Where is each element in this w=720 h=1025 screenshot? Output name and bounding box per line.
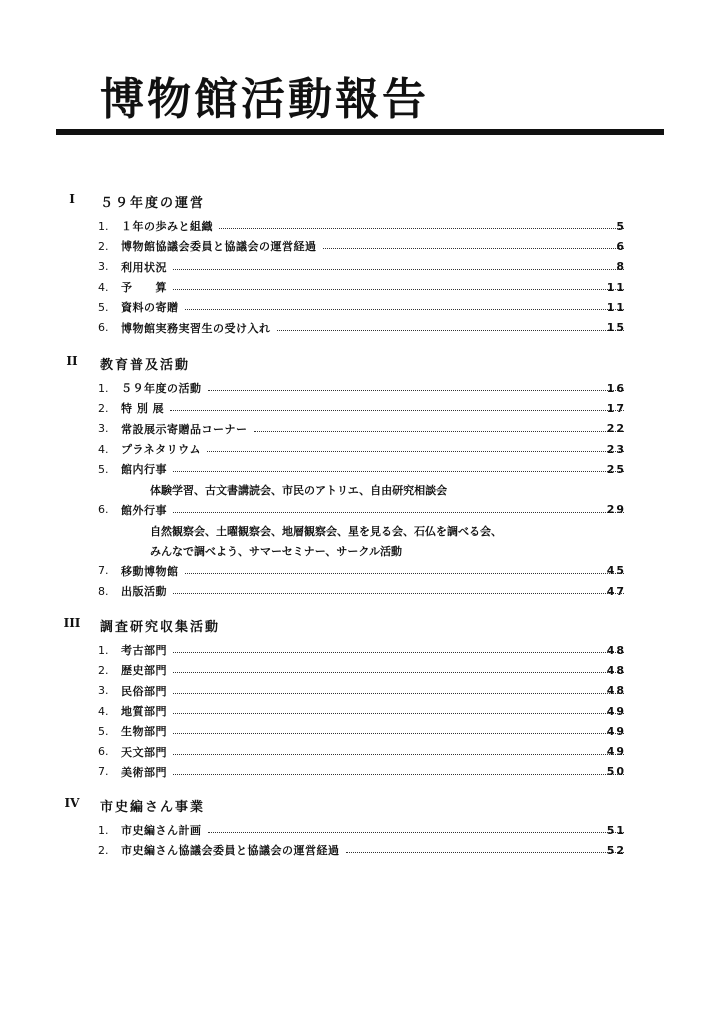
entry-page-number: 11 (606, 280, 626, 294)
section-heading (0, 612, 720, 640)
entry-body (121, 723, 624, 739)
entry-title: 市史編さん協議会委員と協議会の運営経過 (121, 844, 340, 858)
entry-page-number: 49 (606, 704, 626, 718)
leader-dots (277, 329, 625, 331)
entry-number: 3. (98, 422, 109, 436)
leader-dots (173, 753, 624, 755)
leader-dots (185, 308, 625, 310)
toc-entry (0, 721, 720, 741)
leader-dots (323, 247, 625, 249)
entry-number: 7. (98, 765, 109, 779)
entry-number: 7. (98, 564, 109, 578)
entry-subtopics (0, 520, 720, 540)
section-title: 市史編さん事業 (100, 800, 206, 815)
leader-dots (207, 450, 624, 452)
entry-title: 天文部門 (121, 745, 167, 759)
entry-body (121, 259, 624, 275)
entry-body (121, 218, 624, 234)
entry-subtopics (0, 479, 720, 499)
entry-body (121, 764, 624, 780)
entry-page-number: 45 (606, 564, 626, 578)
entry-title: プラネタリウム (121, 443, 202, 457)
section-number: IV (64, 796, 80, 810)
entry-page-number: 51 (606, 823, 626, 837)
entry-page-number: 48 (606, 663, 626, 677)
entry-body (121, 703, 624, 719)
entry-page-number: 25 (606, 462, 626, 476)
entry-number: 4. (98, 442, 109, 456)
entry-body (121, 642, 624, 658)
entry-body (121, 441, 624, 457)
entry-number: 2. (98, 239, 109, 253)
entry-body (121, 299, 624, 315)
leader-dots (173, 592, 624, 594)
entry-title: 博物館実務実習生の受け入れ (121, 321, 271, 335)
leader-dots (173, 773, 624, 775)
leader-dots (173, 732, 624, 734)
entry-page-number: 8 (616, 260, 626, 274)
entry-title: 美術部門 (121, 765, 167, 779)
entry-body (121, 421, 624, 437)
section-title: ５９年度の運営 (100, 196, 206, 211)
entry-title: 資料の寄贈 (121, 301, 179, 315)
entry-number: 3. (98, 684, 109, 698)
entry-number: 5. (98, 300, 109, 314)
leader-dots (173, 651, 624, 653)
toc-entry (0, 701, 720, 721)
section-heading (0, 350, 720, 378)
page-title: 博物館活動報告 (100, 74, 429, 125)
entry-body (121, 583, 624, 599)
toc-section (0, 612, 720, 782)
entry-title: 利用状況 (121, 260, 167, 274)
toc-section (0, 792, 720, 861)
entry-title: 出版活動 (121, 585, 167, 599)
section-title: 調査研究収集活動 (100, 620, 221, 635)
entry-page-number: 50 (606, 765, 626, 779)
leader-dots (173, 692, 624, 694)
entry-number: 6. (98, 745, 109, 759)
entry-body (121, 662, 624, 678)
toc-entry (0, 398, 720, 418)
entry-number: 2. (98, 843, 109, 857)
entry-body (121, 279, 624, 295)
leader-dots (185, 572, 625, 574)
section-number: III (63, 616, 81, 630)
entry-title: 館内行事 (121, 463, 167, 477)
toc-entry (0, 236, 720, 256)
toc-entry (0, 277, 720, 297)
entry-title: 市史編さん計画 (121, 824, 202, 838)
leader-dots (173, 671, 624, 673)
toc-entry (0, 762, 720, 782)
subtopic-text: みんなで調べよう、サマーセミナー、サークル活動 (150, 545, 403, 559)
toc-entry (0, 681, 720, 701)
toc-entry (0, 561, 720, 581)
toc-entry (0, 820, 720, 840)
section-heading (0, 188, 720, 216)
leader-dots (173, 268, 624, 270)
entry-title: 生物部門 (121, 725, 167, 739)
toc-section (0, 350, 720, 601)
section-number: I (69, 192, 75, 206)
entry-number: 5. (98, 462, 109, 476)
entry-number: 1. (98, 381, 109, 395)
entry-number: 8. (98, 584, 109, 598)
entry-number: 1. (98, 643, 109, 657)
entry-title: 予 算 (121, 281, 167, 295)
entry-title: 考古部門 (121, 644, 167, 658)
section-number: II (66, 354, 78, 368)
entry-title: 地質部門 (121, 705, 167, 719)
entry-title: 特 別 展 (121, 402, 165, 416)
entry-page-number: 47 (606, 584, 626, 598)
entry-page-number: 11 (606, 300, 626, 314)
entry-number: 2. (98, 401, 109, 415)
entry-title: 常設展示寄贈品コーナー (121, 422, 248, 436)
subtopic-text: 自然観察会、土曜観察会、地層観察会、星を見る会、石仏を調べる会、 (150, 525, 502, 539)
entry-page-number: 48 (606, 643, 626, 657)
entry-title: 歴史部門 (121, 664, 167, 678)
entry-page-number: 22 (606, 422, 626, 436)
toc-entry (0, 378, 720, 398)
entry-body (121, 822, 624, 838)
entry-title: ５９年度の活動 (121, 382, 202, 396)
entry-body (121, 400, 624, 416)
entry-title: 館外行事 (121, 503, 167, 517)
toc-entry (0, 840, 720, 860)
section-title: 教育普及活動 (100, 358, 191, 373)
entry-number: 2. (98, 663, 109, 677)
toc-entry (0, 660, 720, 680)
entry-number: 4. (98, 280, 109, 294)
leader-dots (219, 227, 624, 229)
entry-page-number: 15 (606, 321, 626, 335)
entry-page-number: 5 (616, 219, 626, 233)
entry-body (121, 320, 624, 336)
entry-page-number: 23 (606, 442, 626, 456)
entry-title: 博物館協議会委員と協議会の運営経過 (121, 240, 317, 254)
toc-entry (0, 439, 720, 459)
leader-dots (208, 389, 625, 391)
entry-number: 1. (98, 219, 109, 233)
entry-number: 6. (98, 503, 109, 517)
entry-page-number: 52 (606, 843, 626, 857)
toc-entry (0, 741, 720, 761)
entry-body (121, 461, 624, 477)
leader-dots (173, 511, 624, 513)
toc-entry (0, 581, 720, 601)
toc-entry (0, 297, 720, 317)
entry-title: １年の歩みと組織 (121, 220, 213, 234)
toc-entry (0, 317, 720, 337)
subtopic-text: 体験学習、古文書講読会、市民のアトリエ、自由研究相談会 (150, 484, 448, 498)
leader-dots (170, 409, 624, 411)
entry-body (121, 683, 624, 699)
entry-title: 民俗部門 (121, 684, 167, 698)
entry-page-number: 17 (606, 401, 626, 415)
entry-page-number: 6 (616, 239, 626, 253)
toc-entry (0, 216, 720, 236)
entry-title: 移動博物館 (121, 564, 179, 578)
toc-entry (0, 500, 720, 520)
leader-dots (173, 470, 624, 472)
entry-body (121, 744, 624, 760)
leader-dots (346, 851, 625, 853)
entry-body (121, 238, 624, 254)
leader-dots (173, 288, 624, 290)
entry-body (121, 563, 624, 579)
entry-page-number: 16 (606, 381, 626, 395)
entry-body (121, 502, 624, 518)
toc-entry (0, 459, 720, 479)
leader-dots (254, 430, 625, 432)
section-heading (0, 792, 720, 820)
toc-entry (0, 419, 720, 439)
entry-number: 1. (98, 823, 109, 837)
entry-number: 5. (98, 724, 109, 738)
entry-subtopics (0, 540, 720, 560)
entry-page-number: 48 (606, 684, 626, 698)
entry-number: 4. (98, 704, 109, 718)
entry-body (121, 842, 624, 858)
entry-page-number: 49 (606, 724, 626, 738)
entry-number: 3. (98, 260, 109, 274)
entry-page-number: 29 (606, 503, 626, 517)
toc-entry (0, 640, 720, 660)
entry-number: 6. (98, 321, 109, 335)
leader-dots (173, 712, 624, 714)
entry-body (121, 380, 624, 396)
toc-entry (0, 257, 720, 277)
entry-page-number: 49 (606, 745, 626, 759)
leader-dots (208, 831, 625, 833)
toc-section (0, 188, 720, 338)
